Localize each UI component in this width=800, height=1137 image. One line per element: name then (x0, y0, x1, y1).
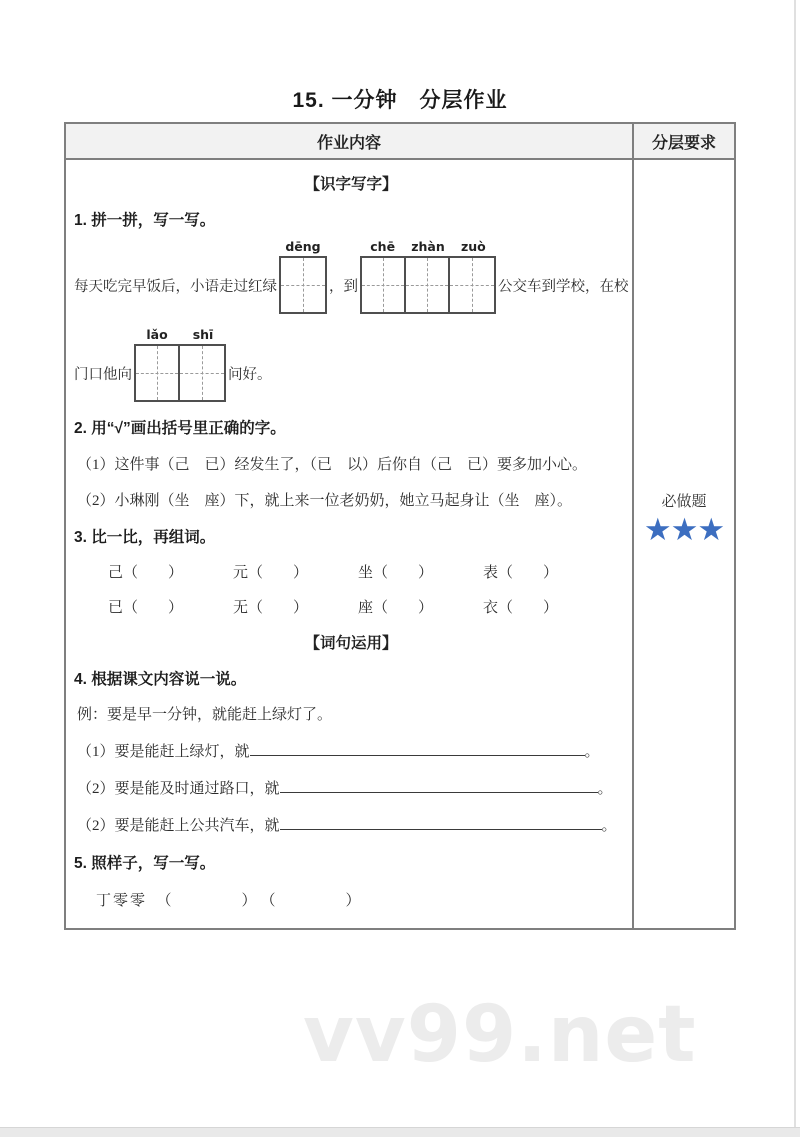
table-header-row (66, 124, 734, 160)
q1-line1-part1: 每天吃完早饭后，小语走过红绿 (74, 278, 277, 295)
q2-item-2: （2）小琳刚（坐 座）下，就上来一位老奶奶，她立马起身让（坐 座）。 (77, 493, 573, 509)
q3-pair: 坐（ ） (358, 565, 434, 581)
q4-item-3 (74, 814, 628, 835)
q4-item-2-suffix: 。 (597, 781, 613, 797)
layer-requirement-cell (634, 160, 734, 928)
pinyin-row (279, 239, 327, 254)
tianzige-cells (360, 256, 496, 314)
q3-pair: 己（ ） (108, 565, 184, 581)
pinyin-lao: lǎo (146, 327, 168, 342)
q1-line2-part2: 问好。 (228, 366, 272, 383)
header-homework-content: 作业内容 (66, 124, 634, 158)
q3-pair: 座（ ） (358, 600, 434, 616)
pinyin-che: chē (370, 239, 396, 254)
writing-grid-deng (279, 239, 327, 314)
q3-title: 3. 比一比，再组词。 (74, 529, 216, 546)
pinyin-zhan: zhàn (411, 239, 445, 254)
required-question-label: 必做题 (661, 494, 707, 510)
writing-grid-chezhanzuo (360, 239, 496, 314)
header-layer-requirement: 分层要求 (651, 134, 716, 152)
homework-content-cell (66, 160, 634, 928)
q4-item-3-suffix: 。 (601, 818, 617, 834)
q3-pair: 表（ ） (483, 565, 559, 581)
tianzige-cell (136, 346, 180, 400)
q1-line1-part2: ，到 (329, 278, 358, 295)
tianzige-cells (279, 256, 327, 314)
q1-sentence-line1 (74, 239, 629, 314)
tianzige-cell (362, 258, 406, 312)
q3-pair: 元（ ） (233, 565, 309, 581)
q4-title: 4. 根据课文内容说一说。 (74, 671, 247, 688)
pinyin-shi: shī (192, 327, 214, 342)
page-edge-divider (794, 0, 796, 1137)
section-literacy-header: 【识字写字】 (304, 176, 398, 193)
tianzige-cells (134, 344, 226, 402)
q4-item-2 (74, 777, 628, 798)
q4-item-1-suffix: 。 (584, 744, 600, 760)
q5-title: 5. 照样子，写一写。 (74, 855, 216, 872)
answer-blank-line (280, 777, 598, 793)
section-usage-header: 【词句运用】 (304, 635, 398, 652)
pinyin-row (360, 239, 496, 254)
tianzige-cell (406, 258, 450, 312)
q4-item-3-prefix: （2）要是能赶上公共汽车，就 (77, 818, 280, 834)
q1-line1-part3: 公交车到学校，在校 (498, 278, 629, 295)
q4-example: 例：要是早一分钟，就能赶上绿灯了。 (77, 707, 333, 723)
next-page-edge (0, 1127, 800, 1137)
tianzige-cell (450, 258, 494, 312)
q4-item-2-prefix: （2）要是能及时通过路口，就 (77, 781, 280, 797)
worksheet-table (64, 122, 736, 930)
q2-title: 2. 用“√”画出括号里正确的字。 (74, 420, 286, 437)
pinyin-row (134, 327, 226, 342)
q3-pair: 已（ ） (108, 600, 184, 616)
q3-row-2 (74, 596, 628, 617)
q1-line2-part1: 门口他向 (74, 366, 132, 383)
difficulty-stars-icon: ★★★ (643, 512, 725, 548)
pinyin-zuo: zuò (460, 239, 486, 254)
q3-row-1 (74, 561, 628, 582)
q1-title: 1. 拼一拼，写一写。 (74, 212, 216, 229)
q4-item-1-prefix: （1）要是能赶上绿灯，就 (77, 744, 250, 760)
tianzige-cell (180, 346, 224, 400)
watermark: vv99.net (303, 990, 697, 1080)
answer-blank-line (280, 814, 602, 830)
tianzige-cell (281, 258, 325, 312)
q1-sentence-line2 (74, 327, 628, 402)
table-body-row (66, 160, 734, 928)
pinyin-deng: dēng (285, 239, 321, 254)
writing-grid-laoshi (134, 327, 226, 402)
answer-blank-line (250, 740, 585, 756)
q4-item-1 (74, 740, 628, 761)
q3-pair: 无（ ） (233, 600, 309, 616)
page-title: 15. 一分钟 分层作业 (292, 89, 508, 112)
q2-item-1: （1）这件事（己 已）经发生了，（已 以）后你自（己 已）要多加小心。 (77, 457, 588, 473)
q3-pair: 衣（ ） (483, 600, 559, 616)
q5-answer-line: 丁零零 （ ） （ ） (96, 893, 363, 909)
